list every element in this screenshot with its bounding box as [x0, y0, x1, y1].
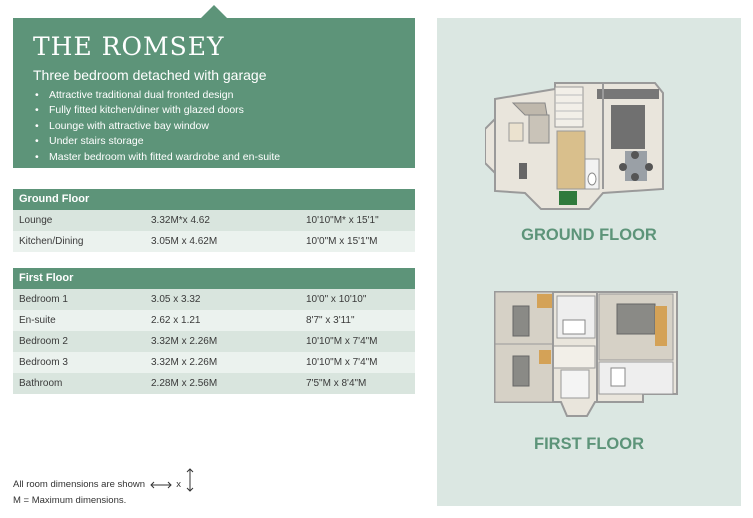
room-name: Kitchen/Dining [19, 236, 84, 247]
room-metric: 3.32M x 2.26M [151, 336, 218, 347]
room-metric: 3.32M x 2.26M [151, 357, 218, 368]
ground-floor-label: GROUND FLOOR [521, 226, 657, 244]
room-imperial: 10'10"M x 7'4"M [306, 336, 378, 347]
floor-plan-panel [437, 18, 741, 506]
first-floor-heading: First Floor [13, 268, 415, 289]
room-imperial: 7'5"M x 8'4"M [306, 378, 367, 389]
house-title: THE ROMSEY [33, 32, 225, 61]
feature-list [33, 88, 280, 165]
room-name: Bedroom 1 [19, 294, 68, 305]
dimension-footnote [13, 476, 196, 509]
feature-item: • Lounge with attractive bay window [33, 119, 280, 134]
footnote-line-1 [13, 476, 196, 493]
table-row [13, 373, 415, 394]
room-imperial: 10'10"M x 7'4"M [306, 357, 378, 368]
horizontal-arrow-icon [148, 480, 174, 490]
house-subtitle: Three bedroom detached with garage [33, 67, 267, 83]
footnote-line-2: M = Maximum dimensions. [13, 495, 127, 507]
room-metric: 3.05M x 4.62M [151, 236, 218, 247]
feature-item: • Attractive traditional dual fronted design [33, 88, 280, 103]
ground-floor-table [13, 189, 415, 252]
header-notch [201, 5, 227, 18]
house-header [13, 18, 415, 168]
table-row [13, 289, 415, 310]
room-name: En-suite [19, 315, 56, 326]
room-imperial: 10'0"M x 15'1"M [306, 236, 378, 247]
room-imperial: 10'10"M* x 15'1" [306, 215, 379, 226]
room-name: Bedroom 3 [19, 357, 68, 368]
room-metric: 2.28M x 2.56M [151, 378, 218, 389]
room-imperial: 8'7" x 3'11" [306, 315, 355, 326]
room-name: Bathroom [19, 378, 63, 389]
first-floor-table [13, 268, 415, 394]
feature-item: • Master bedroom with fitted wardrobe and en-suite [33, 150, 280, 165]
table-row [13, 331, 415, 352]
feature-item: • Under stairs storage [33, 134, 280, 149]
table-row [13, 231, 415, 252]
vertical-arrow-icon [184, 467, 196, 493]
room-imperial: 10'0" x 10'10" [306, 294, 367, 305]
room-metric: 3.05 x 3.32 [151, 294, 201, 305]
room-metric: 3.32M*x 4.62 [151, 215, 210, 226]
room-name: Bedroom 2 [19, 336, 68, 347]
footnote-x: x [176, 479, 182, 491]
feature-item: • Fully fitted kitchen/diner with glazed doors [33, 103, 280, 118]
ground-floor-plan-image [485, 81, 669, 221]
first-floor-plan-image [491, 290, 681, 420]
room-metric: 2.62 x 1.21 [151, 315, 201, 326]
ground-floor-heading: Ground Floor [13, 189, 415, 210]
table-row [13, 210, 415, 231]
table-row [13, 310, 415, 331]
table-row [13, 352, 415, 373]
first-floor-label: FIRST FLOOR [534, 435, 644, 453]
room-name: Lounge [19, 215, 53, 226]
footnote-text: All room dimensions are shown [13, 479, 146, 491]
